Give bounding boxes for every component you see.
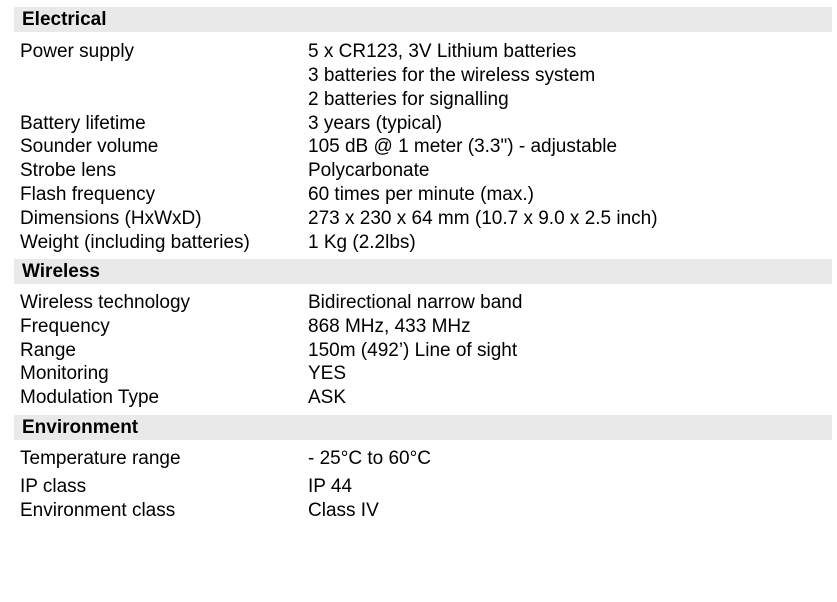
section-title-wireless: Wireless bbox=[22, 261, 100, 282]
section-header-environment bbox=[14, 415, 832, 440]
spec-value-power-supply-3: 2 batteries for signalling bbox=[308, 89, 509, 110]
section-title-environment: Environment bbox=[22, 417, 139, 438]
spec-value-dimensions: 273 x 230 x 64 mm (10.7 x 9.0 x 2.5 inch) bbox=[308, 208, 658, 229]
spec-value-environment-class: Class IV bbox=[308, 500, 379, 521]
spec-value-ip-class: IP 44 bbox=[308, 476, 353, 497]
spec-label-range: Range bbox=[20, 340, 76, 361]
section-header-electrical bbox=[14, 7, 832, 32]
spec-value-frequency: 868 MHz, 433 MHz bbox=[308, 316, 471, 337]
spec-value-battery-lifetime: 3 years (typical) bbox=[308, 113, 443, 134]
spec-value-wireless-technology: Bidirectional narrow band bbox=[308, 292, 523, 313]
spec-value-weight: 1 Kg (2.2lbs) bbox=[308, 232, 416, 253]
section-header-wireless bbox=[14, 259, 832, 284]
spec-value-power-supply-2: 3 batteries for the wireless system bbox=[308, 65, 596, 86]
spec-label-ip-class: IP class bbox=[20, 476, 87, 497]
spec-value-power-supply-1: 5 x CR123, 3V Lithium batteries bbox=[308, 41, 577, 62]
spec-value-monitoring: YES bbox=[308, 363, 347, 384]
spec-value-temperature-range: - 25°C to 60°C bbox=[308, 448, 431, 469]
spec-value-modulation-type: ASK bbox=[308, 387, 347, 408]
spec-label-temperature-range: Temperature range bbox=[20, 448, 181, 469]
spec-label-weight: Weight (including batteries) bbox=[20, 232, 250, 253]
spec-value-strobe-lens: Polycarbonate bbox=[308, 160, 430, 181]
spec-label-power-supply: Power supply bbox=[20, 41, 135, 62]
spec-value-sounder-volume: 105 dB @ 1 meter (3.3") - adjustable bbox=[308, 136, 618, 157]
spec-label-modulation-type: Modulation Type bbox=[20, 387, 160, 408]
spec-value-flash-frequency: 60 times per minute (max.) bbox=[308, 184, 534, 205]
spec-label-monitoring: Monitoring bbox=[20, 363, 109, 384]
spec-label-flash-frequency: Flash frequency bbox=[20, 184, 156, 205]
spec-value-range: 150m (492’) Line of sight bbox=[308, 340, 518, 361]
spec-label-frequency: Frequency bbox=[20, 316, 110, 337]
spec-label-sounder-volume: Sounder volume bbox=[20, 136, 159, 157]
spec-label-environment-class: Environment class bbox=[20, 500, 176, 521]
spec-label-strobe-lens: Strobe lens bbox=[20, 160, 117, 181]
spec-label-dimensions: Dimensions (HxWxD) bbox=[20, 208, 202, 229]
spec-label-wireless-technology: Wireless technology bbox=[20, 292, 191, 313]
section-title-electrical: Electrical bbox=[22, 9, 107, 30]
spec-label-battery-lifetime: Battery lifetime bbox=[20, 113, 146, 134]
